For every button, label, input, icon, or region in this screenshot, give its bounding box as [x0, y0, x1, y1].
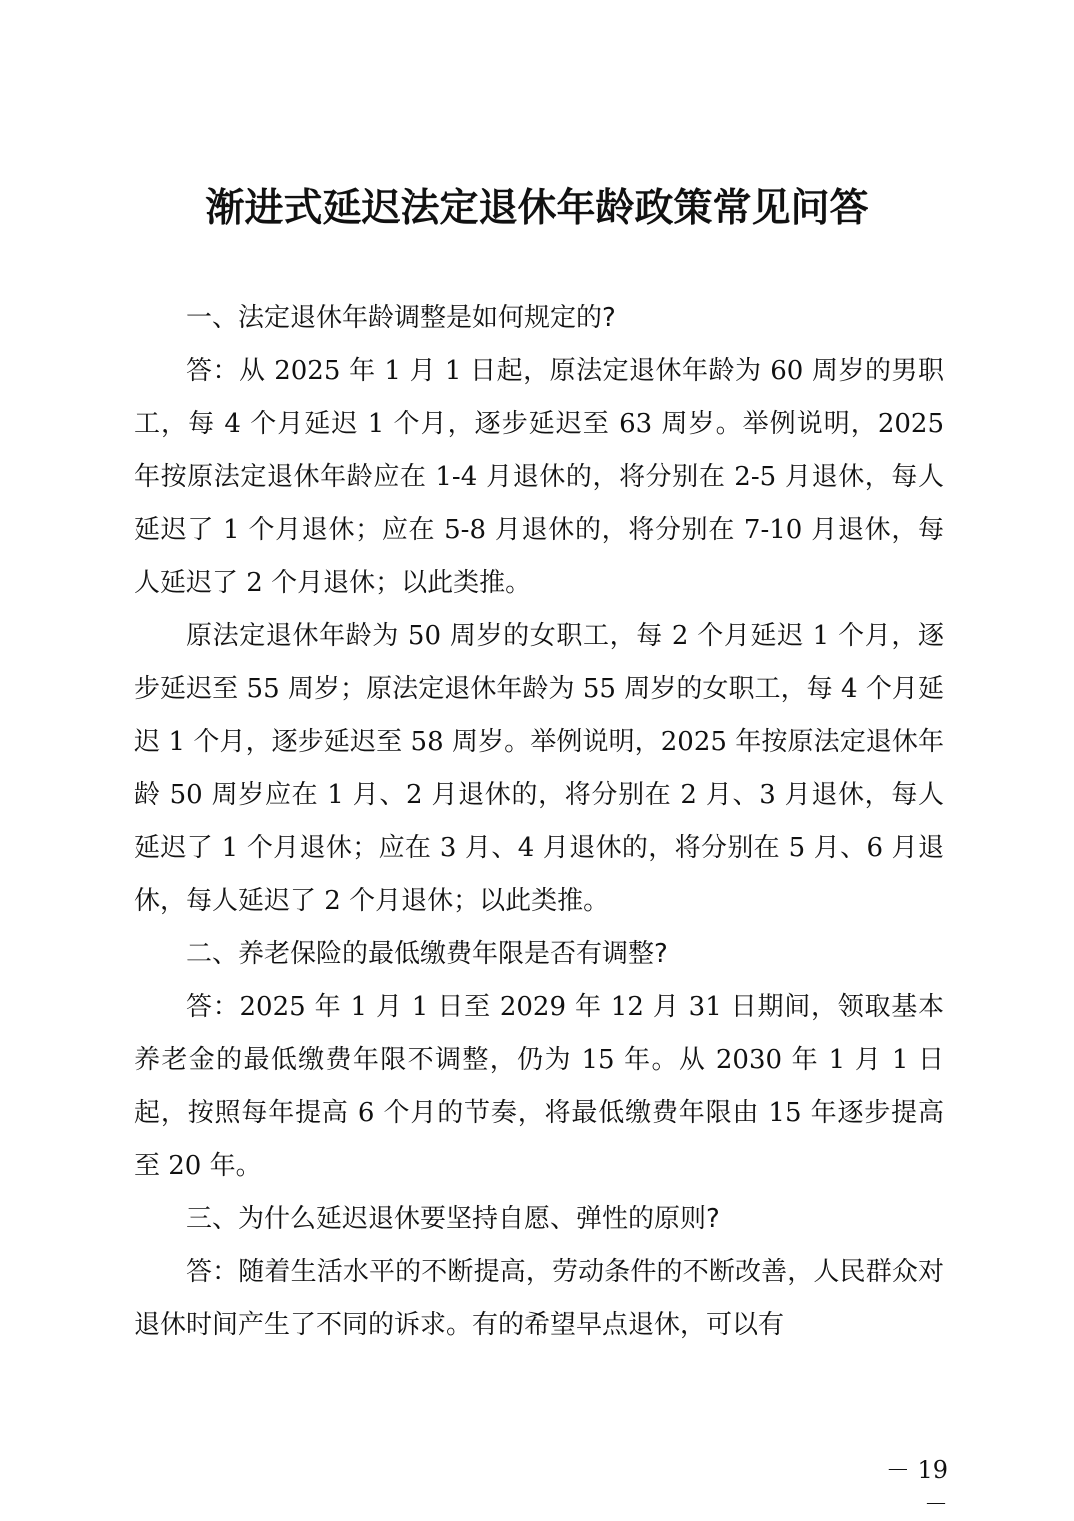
document-title: 渐进式延迟法定退休年龄政策常见问答 — [205, 186, 869, 231]
paragraph: 答：随着生活水平的不断提高，劳动条件的不断改善，人民群众对退休时间产生了不同的诉求。有的希望早点退休，可以有 — [134, 1257, 944, 1340]
page-number: － 19 － — [885, 1456, 948, 1518]
paragraph: 答：2025 年 1 月 1 日至 2029 年 12 月 31 日期间，领取基本养老金的最低缴费年限不调整，仍为 15 年。从 2030 年 1 月 1 日起，按照每年提高 6 个月的节奏，将最低缴费年限由 15 年逐步提高至 20 年。 — [134, 992, 944, 1181]
section-1 — [134, 292, 944, 928]
paragraph: 原法定退休年龄为 50 周岁的女职工，每 2 个月延迟 1 个月，逐步延迟至 55 周岁；原法定退休年龄为 55 周岁的女职工，每 4 个月延迟 1 个月，逐步延迟至 58 周岁。举例说明，2025 年按原法定退休年龄 50 周岁应在 1 月、2 月退休的，将分别在 2 月、3 月退休，每人延迟了 1 个月退休；应在 3 月、4 月退休的，将分别在 5 月、6 月退休，每人延迟了 2 个月退休；以此类推。 — [134, 621, 944, 916]
paragraph: 答：从 2025 年 1 月 1 日起，原法定退休年龄为 60 周岁的男职工，每 4 个月延迟 1 个月，逐步延迟至 63 周岁。举例说明，2025 年按原法定退休年龄应在 1-4 月退休的，将分别在 2-5 月退休，每人延迟了 1 个月退休；应在 5-8 月退休的，将分别在 7-10 月退休，每人延迟了 2 个月退休；以此类推。 — [134, 356, 944, 598]
section-heading: 一、法定退休年龄调整是如何规定的? — [186, 303, 616, 333]
section-heading: 二、养老保险的最低缴费年限是否有调整? — [186, 939, 668, 969]
section-3 — [134, 1193, 944, 1352]
section-heading: 三、为什么延迟退休要坚持自愿、弹性的原则? — [186, 1204, 720, 1234]
section-2 — [134, 928, 944, 1193]
document-body — [134, 292, 944, 1352]
